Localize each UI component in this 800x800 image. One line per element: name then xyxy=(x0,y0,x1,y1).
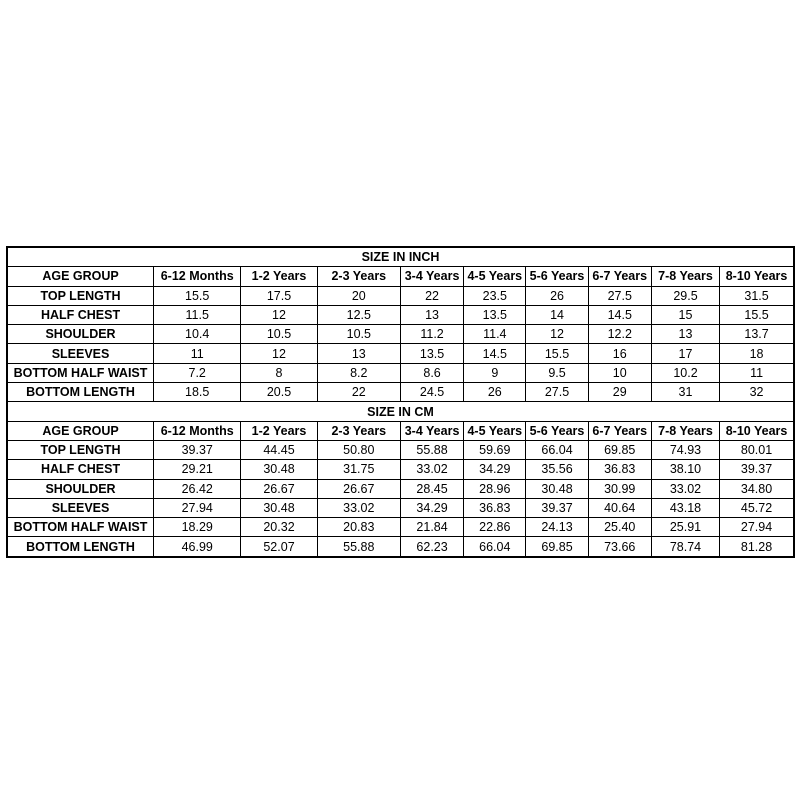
measurement-label: SHOULDER xyxy=(7,479,154,498)
measurement-value: 20.83 xyxy=(317,518,400,537)
measurement-value: 21.84 xyxy=(400,518,463,537)
measurement-value: 74.93 xyxy=(651,440,719,459)
measurement-value: 26.67 xyxy=(317,479,400,498)
measurement-value: 39.37 xyxy=(720,460,794,479)
measurement-value: 12 xyxy=(241,305,317,324)
age-column-header: 6-12 Months xyxy=(154,267,241,286)
measurement-value: 33.02 xyxy=(651,479,719,498)
table-row xyxy=(7,363,794,382)
measurement-value: 30.48 xyxy=(526,479,588,498)
measurement-value: 17 xyxy=(651,344,719,363)
age-group-header: AGE GROUP xyxy=(7,267,154,286)
measurement-value: 13.7 xyxy=(720,325,794,344)
measurement-value: 10.2 xyxy=(651,363,719,382)
age-column-header: 8-10 Years xyxy=(720,421,794,440)
measurement-value: 22.86 xyxy=(464,518,526,537)
measurement-value: 10.5 xyxy=(241,325,317,344)
measurement-value: 20.32 xyxy=(241,518,317,537)
measurement-value: 15.5 xyxy=(154,286,241,305)
measurement-value: 39.37 xyxy=(154,440,241,459)
measurement-value: 59.69 xyxy=(464,440,526,459)
header-row xyxy=(7,267,794,286)
measurement-value: 8 xyxy=(241,363,317,382)
measurement-value: 26 xyxy=(464,383,526,402)
measurement-value: 62.23 xyxy=(400,537,463,557)
age-column-header: 6-12 Months xyxy=(154,421,241,440)
measurement-value: 34.29 xyxy=(464,460,526,479)
measurement-value: 28.45 xyxy=(400,479,463,498)
section-title-row xyxy=(7,402,794,421)
measurement-value: 18.29 xyxy=(154,518,241,537)
measurement-value: 22 xyxy=(317,383,400,402)
measurement-label: HALF CHEST xyxy=(7,305,154,324)
measurement-value: 73.66 xyxy=(588,537,651,557)
measurement-label: SLEEVES xyxy=(7,344,154,363)
measurement-value: 29.5 xyxy=(651,286,719,305)
measurement-value: 55.88 xyxy=(400,440,463,459)
table-row xyxy=(7,383,794,402)
measurement-value: 27.5 xyxy=(588,286,651,305)
measurement-value: 29.21 xyxy=(154,460,241,479)
measurement-value: 40.64 xyxy=(588,498,651,517)
measurement-value: 30.48 xyxy=(241,460,317,479)
measurement-value: 32 xyxy=(720,383,794,402)
measurement-value: 15.5 xyxy=(526,344,588,363)
measurement-value: 9 xyxy=(464,363,526,382)
header-row xyxy=(7,421,794,440)
measurement-value: 13 xyxy=(651,325,719,344)
measurement-value: 12 xyxy=(526,325,588,344)
measurement-value: 11 xyxy=(720,363,794,382)
measurement-value: 8.2 xyxy=(317,363,400,382)
measurement-value: 15 xyxy=(651,305,719,324)
age-column-header: 7-8 Years xyxy=(651,267,719,286)
measurement-value: 69.85 xyxy=(588,440,651,459)
measurement-value: 46.99 xyxy=(154,537,241,557)
age-column-header: 4-5 Years xyxy=(464,267,526,286)
age-column-header: 5-6 Years xyxy=(526,267,588,286)
measurement-value: 14 xyxy=(526,305,588,324)
measurement-value: 34.80 xyxy=(720,479,794,498)
measurement-value: 66.04 xyxy=(526,440,588,459)
measurement-value: 11.2 xyxy=(400,325,463,344)
table-row xyxy=(7,460,794,479)
age-column-header: 3-4 Years xyxy=(400,267,463,286)
measurement-value: 34.29 xyxy=(400,498,463,517)
measurement-value: 26 xyxy=(526,286,588,305)
measurement-label: SLEEVES xyxy=(7,498,154,517)
measurement-value: 39.37 xyxy=(526,498,588,517)
measurement-value: 15.5 xyxy=(720,305,794,324)
measurement-label: BOTTOM HALF WAIST xyxy=(7,363,154,382)
measurement-value: 81.28 xyxy=(720,537,794,557)
measurement-value: 11.5 xyxy=(154,305,241,324)
measurement-value: 29 xyxy=(588,383,651,402)
measurement-value: 36.83 xyxy=(464,498,526,517)
measurement-value: 20.5 xyxy=(241,383,317,402)
measurement-value: 31.5 xyxy=(720,286,794,305)
age-column-header: 7-8 Years xyxy=(651,421,719,440)
size-chart-table xyxy=(6,246,795,558)
table-row xyxy=(7,479,794,498)
age-column-header: 1-2 Years xyxy=(241,421,317,440)
measurement-value: 13.5 xyxy=(400,344,463,363)
measurement-value: 26.67 xyxy=(241,479,317,498)
measurement-label: SHOULDER xyxy=(7,325,154,344)
measurement-value: 16 xyxy=(588,344,651,363)
measurement-value: 31 xyxy=(651,383,719,402)
measurement-value: 13 xyxy=(400,305,463,324)
age-column-header: 6-7 Years xyxy=(588,421,651,440)
measurement-value: 20 xyxy=(317,286,400,305)
age-group-header: AGE GROUP xyxy=(7,421,154,440)
measurement-label: BOTTOM LENGTH xyxy=(7,537,154,557)
measurement-value: 7.2 xyxy=(154,363,241,382)
section-title: SIZE IN INCH xyxy=(7,247,794,267)
age-column-header: 4-5 Years xyxy=(464,421,526,440)
measurement-value: 33.02 xyxy=(400,460,463,479)
measurement-value: 55.88 xyxy=(317,537,400,557)
measurement-value: 25.40 xyxy=(588,518,651,537)
table-row xyxy=(7,325,794,344)
measurement-value: 52.07 xyxy=(241,537,317,557)
measurement-value: 25.91 xyxy=(651,518,719,537)
measurement-value: 66.04 xyxy=(464,537,526,557)
measurement-value: 23.5 xyxy=(464,286,526,305)
measurement-value: 30.99 xyxy=(588,479,651,498)
measurement-value: 38.10 xyxy=(651,460,719,479)
measurement-value: 35.56 xyxy=(526,460,588,479)
age-column-header: 1-2 Years xyxy=(241,267,317,286)
measurement-value: 12.5 xyxy=(317,305,400,324)
measurement-value: 13.5 xyxy=(464,305,526,324)
measurement-value: 33.02 xyxy=(317,498,400,517)
measurement-value: 44.45 xyxy=(241,440,317,459)
measurement-value: 69.85 xyxy=(526,537,588,557)
measurement-value: 50.80 xyxy=(317,440,400,459)
measurement-value: 10.4 xyxy=(154,325,241,344)
measurement-value: 10.5 xyxy=(317,325,400,344)
table-row xyxy=(7,344,794,363)
table-row xyxy=(7,537,794,557)
measurement-value: 28.96 xyxy=(464,479,526,498)
measurement-value: 8.6 xyxy=(400,363,463,382)
measurement-label: BOTTOM LENGTH xyxy=(7,383,154,402)
measurement-value: 78.74 xyxy=(651,537,719,557)
measurement-value: 13 xyxy=(317,344,400,363)
measurement-value: 11.4 xyxy=(464,325,526,344)
measurement-value: 27.94 xyxy=(720,518,794,537)
measurement-value: 12 xyxy=(241,344,317,363)
measurement-value: 10 xyxy=(588,363,651,382)
age-column-header: 5-6 Years xyxy=(526,421,588,440)
age-column-header: 2-3 Years xyxy=(317,267,400,286)
age-column-header: 6-7 Years xyxy=(588,267,651,286)
section-title: SIZE IN CM xyxy=(7,402,794,421)
measurement-value: 31.75 xyxy=(317,460,400,479)
measurement-value: 18 xyxy=(720,344,794,363)
measurement-value: 26.42 xyxy=(154,479,241,498)
age-column-header: 2-3 Years xyxy=(317,421,400,440)
table-row xyxy=(7,498,794,517)
age-column-header: 8-10 Years xyxy=(720,267,794,286)
table-row xyxy=(7,305,794,324)
measurement-value: 27.5 xyxy=(526,383,588,402)
measurement-value: 24.13 xyxy=(526,518,588,537)
table-row xyxy=(7,286,794,305)
measurement-value: 14.5 xyxy=(464,344,526,363)
measurement-value: 27.94 xyxy=(154,498,241,517)
measurement-label: BOTTOM HALF WAIST xyxy=(7,518,154,537)
measurement-value: 80.01 xyxy=(720,440,794,459)
section-title-row xyxy=(7,247,794,267)
measurement-label: HALF CHEST xyxy=(7,460,154,479)
measurement-value: 43.18 xyxy=(651,498,719,517)
age-column-header: 3-4 Years xyxy=(400,421,463,440)
measurement-value: 22 xyxy=(400,286,463,305)
measurement-value: 9.5 xyxy=(526,363,588,382)
measurement-value: 24.5 xyxy=(400,383,463,402)
measurement-value: 12.2 xyxy=(588,325,651,344)
measurement-value: 18.5 xyxy=(154,383,241,402)
measurement-label: TOP LENGTH xyxy=(7,286,154,305)
measurement-value: 30.48 xyxy=(241,498,317,517)
measurement-value: 14.5 xyxy=(588,305,651,324)
measurement-value: 36.83 xyxy=(588,460,651,479)
measurement-value: 17.5 xyxy=(241,286,317,305)
measurement-value: 11 xyxy=(154,344,241,363)
measurement-value: 45.72 xyxy=(720,498,794,517)
table-row xyxy=(7,518,794,537)
measurement-label: TOP LENGTH xyxy=(7,440,154,459)
table-row xyxy=(7,440,794,459)
